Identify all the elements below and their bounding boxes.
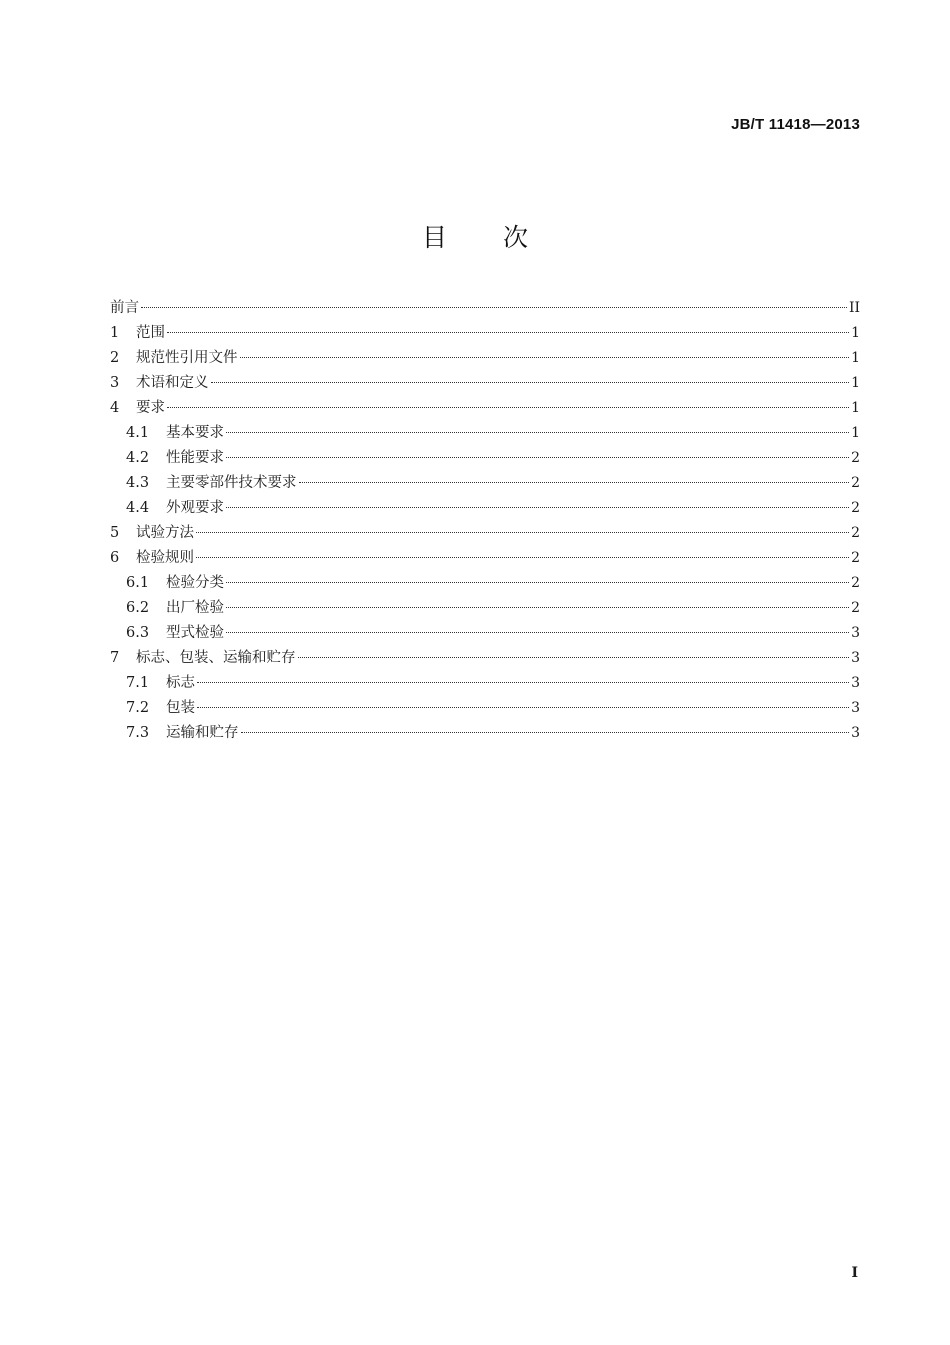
toc-entry-number: 5: [110, 525, 120, 541]
toc-entry[interactable]: [110, 521, 860, 546]
toc-entry-page: 1: [851, 400, 860, 416]
toc-entry-label: 范围: [136, 325, 165, 341]
toc-entry-label: 型式检验: [166, 625, 224, 641]
page-number: I: [851, 1265, 858, 1281]
toc-entry-page: 2: [851, 450, 860, 466]
toc-entry-label: 基本要求: [166, 425, 224, 441]
toc-entry-label: 检验分类: [166, 575, 224, 591]
toc-dot-leader: [141, 307, 847, 308]
toc-entry[interactable]: [110, 621, 860, 646]
toc-entry-number: 7.1: [126, 675, 150, 691]
toc-entry-page: II: [848, 300, 860, 316]
toc-entry-label: 运输和贮存: [166, 725, 239, 741]
toc-entry-page: 3: [851, 700, 860, 716]
toc-dot-leader: [167, 407, 849, 408]
toc-entry-page: 2: [851, 525, 860, 541]
toc-entry-page: 2: [851, 575, 860, 591]
toc-dot-leader: [240, 357, 850, 358]
toc-entry-label: 术语和定义: [136, 375, 209, 391]
toc-dot-leader: [167, 332, 849, 333]
toc-entry-page: 1: [851, 325, 860, 341]
toc-entry[interactable]: [110, 471, 860, 496]
toc-entry-label: 检验规则: [136, 550, 194, 566]
toc-dot-leader: [299, 482, 850, 483]
toc-entry[interactable]: [110, 721, 860, 746]
toc-entry-page: 1: [851, 425, 860, 441]
toc-entry-number: 7.3: [126, 725, 150, 741]
toc-entry-label: 出厂检验: [166, 600, 224, 616]
toc-entry-label: 标志、包装、运输和贮存: [136, 650, 296, 666]
toc-dot-leader: [226, 507, 849, 508]
toc-dot-leader: [196, 557, 849, 558]
toc-entry-number: 4.1: [126, 425, 150, 441]
toc-entry[interactable]: [110, 496, 860, 521]
toc-dot-leader: [226, 607, 849, 608]
toc-entry-number: 2: [110, 350, 120, 366]
toc-entry-number: 6.3: [126, 625, 150, 641]
toc-entry-page: 2: [851, 600, 860, 616]
toc-entry-number: 4.4: [126, 500, 150, 516]
standard-code: JB/T 11418—2013: [731, 116, 860, 133]
toc-entry-page: 2: [851, 475, 860, 491]
toc-entry-number: 6.2: [126, 600, 150, 616]
toc-dot-leader: [241, 732, 850, 733]
toc-entry[interactable]: [110, 296, 860, 321]
toc-entry-label: 包装: [166, 700, 195, 716]
toc-entry-page: 2: [851, 550, 860, 566]
toc-entry[interactable]: [110, 421, 860, 446]
toc-entry-number: 3: [110, 375, 120, 391]
toc-entry-label: 前言: [110, 300, 139, 316]
toc-entry-number: 4.2: [126, 450, 150, 466]
toc-entry-label: 性能要求: [166, 450, 224, 466]
toc-entry[interactable]: [110, 696, 860, 721]
toc-entry[interactable]: [110, 546, 860, 571]
toc-entry[interactable]: [110, 671, 860, 696]
toc-entry-label: 要求: [136, 400, 165, 416]
toc-dot-leader: [226, 582, 849, 583]
toc-entry-number: 6.1: [126, 575, 150, 591]
toc-entry-label: 规范性引用文件: [136, 350, 238, 366]
toc-entry-page: 1: [851, 350, 860, 366]
toc-entry-page: 3: [851, 675, 860, 691]
toc-entry[interactable]: [110, 396, 860, 421]
toc-dot-leader: [226, 632, 849, 633]
toc-entry-page: 3: [851, 650, 860, 666]
toc-entry[interactable]: [110, 646, 860, 671]
toc-entry-number: 1: [110, 325, 120, 341]
toc-entry-number: 4: [110, 400, 120, 416]
toc-entry-page: 3: [851, 725, 860, 741]
page-title: 目次: [421, 223, 584, 252]
toc-entry[interactable]: [110, 571, 860, 596]
toc-entry-number: 7.2: [126, 700, 150, 716]
toc-entry-page: 2: [851, 500, 860, 516]
toc-dot-leader: [226, 457, 849, 458]
toc-entry[interactable]: [110, 371, 860, 396]
toc-entry-label: 标志: [166, 675, 195, 691]
toc-entry[interactable]: [110, 596, 860, 621]
toc-dot-leader: [196, 532, 849, 533]
toc-entry-page: 1: [851, 375, 860, 391]
toc-dot-leader: [298, 657, 850, 658]
toc-dot-leader: [211, 382, 850, 383]
toc-entry-page: 3: [851, 625, 860, 641]
toc-entry[interactable]: [110, 446, 860, 471]
toc-entry-number: 6: [110, 550, 120, 566]
toc-entry[interactable]: [110, 346, 860, 371]
toc-entry-number: 7: [110, 650, 120, 666]
toc-entry[interactable]: [110, 321, 860, 346]
toc-entry-label: 外观要求: [166, 500, 224, 516]
toc-entry-number: 4.3: [126, 475, 150, 491]
toc-entry-label: 主要零部件技术要求: [166, 475, 297, 491]
toc-dot-leader: [197, 682, 849, 683]
toc-entry-label: 试验方法: [136, 525, 194, 541]
table-of-contents: [110, 296, 860, 746]
toc-dot-leader: [197, 707, 849, 708]
toc-dot-leader: [226, 432, 849, 433]
